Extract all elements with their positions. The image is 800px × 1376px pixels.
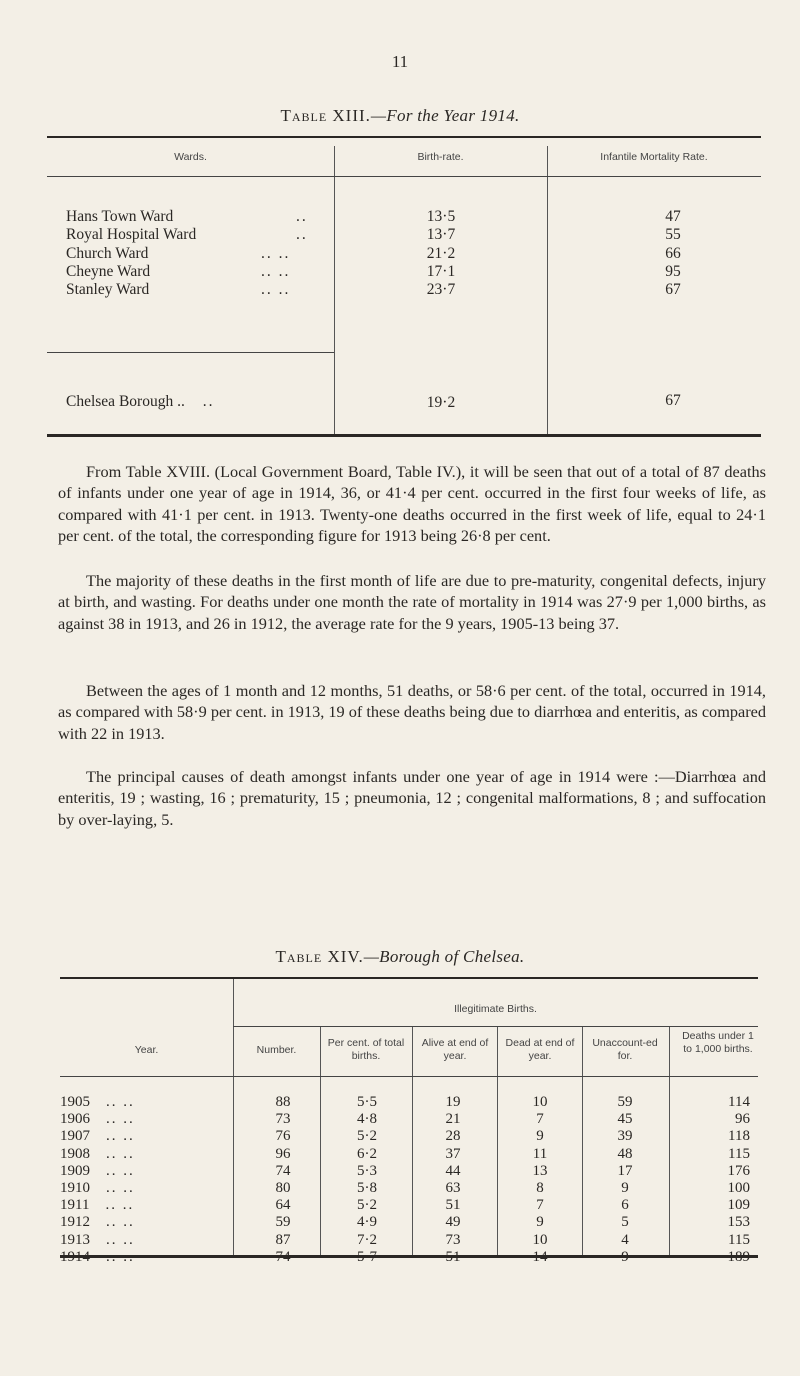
page-number: 11: [391, 52, 409, 71]
table14-header-deaths: Deaths under 1 to 1,000 births.: [682, 1030, 754, 1055]
table14-year: 1911: [60, 1197, 90, 1214]
table13-caption-label: Table XIII.: [280, 106, 371, 125]
table14-deaths: 114: [728, 1094, 750, 1110]
table14-divider-4: [497, 1027, 498, 1257]
table14-per-cent: 5·5: [357, 1094, 377, 1110]
table13-imr: 67: [665, 281, 681, 299]
table14-header-year: Year.: [134, 1044, 159, 1056]
table13-birth-rate: 13·7: [426, 226, 456, 244]
table13-header-birth-rate: Birth-rate.: [417, 151, 464, 163]
table13-total-ward-label: Chelsea Borough ..: [66, 393, 185, 410]
table14-year: 1913: [60, 1231, 90, 1248]
table14-number: 96: [275, 1145, 291, 1162]
table13-leader-dots: ..: [296, 226, 308, 244]
paragraph-1-text: From Table XVIII. (Local Government Board, Table IV.), it will be seen that out of a total of 87 deaths of infants under one year of age in 1914, 36, or 41·4 per cent. occurred in the first four weeks of life, as compared with 41·1 per cent. in 1913. Twenty-one deaths occurred in the first week of life, equal to 24·1 per cent. of the total, the corresponding figure for 1913 being 26·8 per cent.: [58, 462, 766, 546]
table14-year: 1907: [60, 1128, 90, 1145]
table14-deaths: 115: [728, 1145, 750, 1162]
table14-caption: [0, 947, 800, 967]
table14-leader-dots: .. ..: [105, 1197, 135, 1214]
table13-divider-1: [334, 146, 335, 436]
table13-imr: 66: [665, 244, 681, 262]
table14-year: 1905: [60, 1094, 90, 1110]
table14-per-cent: 6·2: [357, 1145, 377, 1162]
table13-bottom-rule: [47, 434, 761, 437]
table13-caption-title: —For the Year 1914.: [370, 106, 520, 125]
table14-unaccounted: 45: [617, 1111, 633, 1128]
table13-imr: 95: [665, 262, 681, 280]
paragraph-1: [58, 461, 766, 547]
table14-per-cent: 5·3: [357, 1162, 377, 1179]
table14-per-cent: 4·9: [357, 1214, 377, 1231]
table14-deaths: 96: [735, 1111, 750, 1128]
table14-unaccounted: 6: [621, 1197, 629, 1214]
table13-leader-dots: .. ..: [261, 262, 291, 280]
table13-leader-dots: .. ..: [261, 281, 291, 299]
table13-leader-dots: ..: [296, 208, 308, 225]
table14-leader-dots: .. ..: [106, 1111, 135, 1128]
table13-total-birth-rate: 19·2: [426, 394, 456, 411]
table14-year: 1908: [60, 1145, 90, 1162]
table14-per-cent: 5·8: [357, 1180, 377, 1196]
table13-row-ward: [66, 281, 291, 299]
table13-ward-name: Royal Hospital Ward: [66, 226, 197, 244]
paragraph-3: [58, 680, 766, 744]
table14-header-number: Number.: [256, 1044, 297, 1056]
table13-leader-dots: .. ..: [261, 244, 291, 262]
table14-year-cell: [60, 1146, 135, 1163]
table14-number: 73: [275, 1111, 291, 1128]
table14-dead: 8: [536, 1180, 544, 1196]
table14-dead: 10: [532, 1231, 548, 1248]
table14-year-cell: [60, 1128, 135, 1145]
table13-divider-2: [547, 146, 548, 436]
table13-caption: [0, 106, 800, 126]
table13-birth-rate: 21·2: [426, 244, 456, 262]
table13-header-wards: Wards.: [174, 151, 207, 163]
table13-birth-rate: 23·7: [426, 281, 456, 299]
paragraph-2-text: The majority of these deaths in the first month of life are due to pre-maturity, congenital defects, injury at birth, and wasting. For deaths under one month the rate of mortality in 1914 was 27·9 per 1,000 births, as against 38 in 1913, and 26 in 1912, the average rate for the 9 years, 1905-13 being 37.: [58, 571, 766, 633]
paragraph-2: [58, 570, 766, 634]
table14-number: 80: [275, 1180, 291, 1196]
table14-unaccounted: 48: [617, 1145, 633, 1162]
table13-birth-rate: 13·5: [426, 208, 456, 225]
table14-leader-dots: .. ..: [106, 1094, 135, 1110]
table14-number: 59: [275, 1214, 291, 1231]
table14-alive: 73: [445, 1231, 461, 1248]
table14-header-per-cent: Per cent. of total births.: [327, 1037, 405, 1062]
table14-number: 87: [275, 1231, 291, 1248]
table14-unaccounted: 59: [617, 1094, 633, 1110]
table14-top-rule: [60, 977, 758, 979]
table14-header-dead: Dead at end of year.: [505, 1037, 575, 1062]
table14-alive: 37: [445, 1145, 461, 1162]
table14-year: 1906: [60, 1111, 90, 1128]
table14-alive: 19: [445, 1094, 461, 1110]
table14-header-rule: [60, 1076, 758, 1077]
table14-unaccounted: 5: [621, 1214, 629, 1231]
table14-per-cent: 5·2: [357, 1197, 377, 1214]
table14-number: 64: [275, 1197, 291, 1214]
table13-ward-name: Cheyne Ward: [66, 262, 151, 280]
table14-per-cent: 4·8: [357, 1111, 377, 1128]
table14-year-cell: [60, 1094, 135, 1111]
table13-total-rule: [47, 352, 334, 353]
table14-leader-dots: .. ..: [106, 1145, 135, 1162]
table14-bottom-rule: [60, 1255, 758, 1258]
table14-alive: 49: [445, 1214, 461, 1231]
table14-dead: 9: [536, 1214, 544, 1231]
table13-total-ward: [66, 393, 214, 411]
table14-year-cell: [60, 1197, 134, 1214]
table13-ward-name: Stanley Ward: [66, 281, 150, 299]
table14-header-group: Illegitimate Births.: [454, 1003, 537, 1015]
table14-alive: 44: [445, 1162, 461, 1179]
table14-divider-5: [582, 1027, 583, 1257]
table14-leader-dots: .. ..: [106, 1231, 135, 1248]
table14-dead: 11: [532, 1145, 548, 1162]
table14-dead: 10: [532, 1094, 548, 1110]
table13-ward-name: Church Ward: [66, 244, 149, 262]
table14-unaccounted: 17: [617, 1162, 633, 1179]
table13-row-ward: [66, 226, 308, 244]
table14-year-cell: [60, 1214, 135, 1231]
table14-year-cell: [60, 1232, 135, 1249]
table14-caption-title: —Borough of Chelsea.: [363, 947, 525, 966]
table14-caption-label: Table XIV.: [275, 947, 364, 966]
table14-deaths: 115: [728, 1231, 750, 1248]
table14-unaccounted: 4: [621, 1231, 629, 1248]
table14-divider-3: [412, 1027, 413, 1257]
table14-deaths: 118: [728, 1128, 750, 1145]
table14-number: 74: [275, 1162, 291, 1179]
table14-year: 1910: [60, 1180, 90, 1196]
table14-group-rule: [233, 1026, 758, 1027]
table14-dead: 7: [536, 1111, 544, 1128]
table14-year-cell: [60, 1163, 135, 1180]
table14-per-cent: 5·2: [357, 1128, 377, 1145]
table13-total-dots: ..: [202, 393, 215, 410]
table13-imr: 47: [665, 208, 681, 225]
table13-total-imr: 67: [665, 392, 681, 409]
table14-deaths: 153: [727, 1214, 750, 1231]
table14-unaccounted: 39: [617, 1128, 633, 1145]
table14-deaths: 176: [727, 1162, 750, 1179]
table14-leader-dots: .. ..: [106, 1128, 135, 1145]
table13-header-imr: Infantile Mortality Rate.: [600, 151, 708, 163]
table13-row-ward: [66, 262, 291, 281]
paragraph-3-text: Between the ages of 1 month and 12 months, 51 deaths, or 58·6 per cent. of the total, occurred in 1914, as compared with 58·9 per cent. in 1913, 19 of these deaths being due to diarrhœa and enteritis, as compared with 22 in 1913.: [58, 681, 767, 743]
table14-leader-dots: .. ..: [106, 1162, 135, 1179]
paragraph-4-text: The principal causes of death amongst infants under one year of age in 1914 were :—Diarrhœa and enteritis, 19 ; wasting, 16 ; prematurity, 15 ; pneumonia, 12 ; congenital malformations, 8 ; and suffocation by over-laying, 5.: [58, 767, 766, 829]
table13-header-rule: [47, 176, 761, 177]
table14-alive: 28: [445, 1128, 461, 1145]
table14-number: 76: [275, 1128, 291, 1145]
paragraph-4: [58, 766, 766, 830]
table13-row-ward: [66, 208, 308, 226]
table14-unaccounted: 9: [621, 1180, 629, 1196]
table14-header-unaccounted: Unaccount-ed for.: [592, 1037, 658, 1062]
table14-divider-6: [669, 1027, 670, 1257]
table14-header-alive: Alive at end of year.: [421, 1037, 489, 1062]
table14-year-cell: [60, 1180, 135, 1197]
table13-row-ward: [66, 244, 291, 263]
table14-year: 1909: [60, 1162, 90, 1179]
table14-per-cent: 7·2: [357, 1231, 377, 1248]
table14-year-cell: [60, 1111, 135, 1128]
table14-dead: 9: [536, 1128, 544, 1145]
table14-leader-dots: .. ..: [106, 1180, 135, 1196]
table14-alive: 63: [445, 1180, 461, 1196]
table13: [47, 136, 761, 438]
table13-birth-rate: 17·1: [426, 262, 456, 280]
table13-top-rule: [47, 136, 761, 138]
table14-year-divider: [233, 979, 234, 1257]
table14-dead: 7: [536, 1197, 544, 1214]
table13-ward-name: Hans Town Ward: [66, 208, 174, 225]
table14: [60, 977, 758, 1257]
table14-deaths: 100: [727, 1180, 750, 1196]
table14-alive: 21: [445, 1111, 461, 1128]
table14-deaths: 109: [727, 1197, 750, 1214]
table13-imr: 55: [665, 226, 681, 244]
table14-dead: 13: [532, 1162, 548, 1179]
table14-alive: 51: [445, 1197, 461, 1214]
table14-number: 88: [275, 1094, 291, 1110]
table14-divider-2: [320, 1027, 321, 1257]
table14-year: 1912: [60, 1214, 90, 1231]
table14-leader-dots: .. ..: [106, 1214, 135, 1231]
